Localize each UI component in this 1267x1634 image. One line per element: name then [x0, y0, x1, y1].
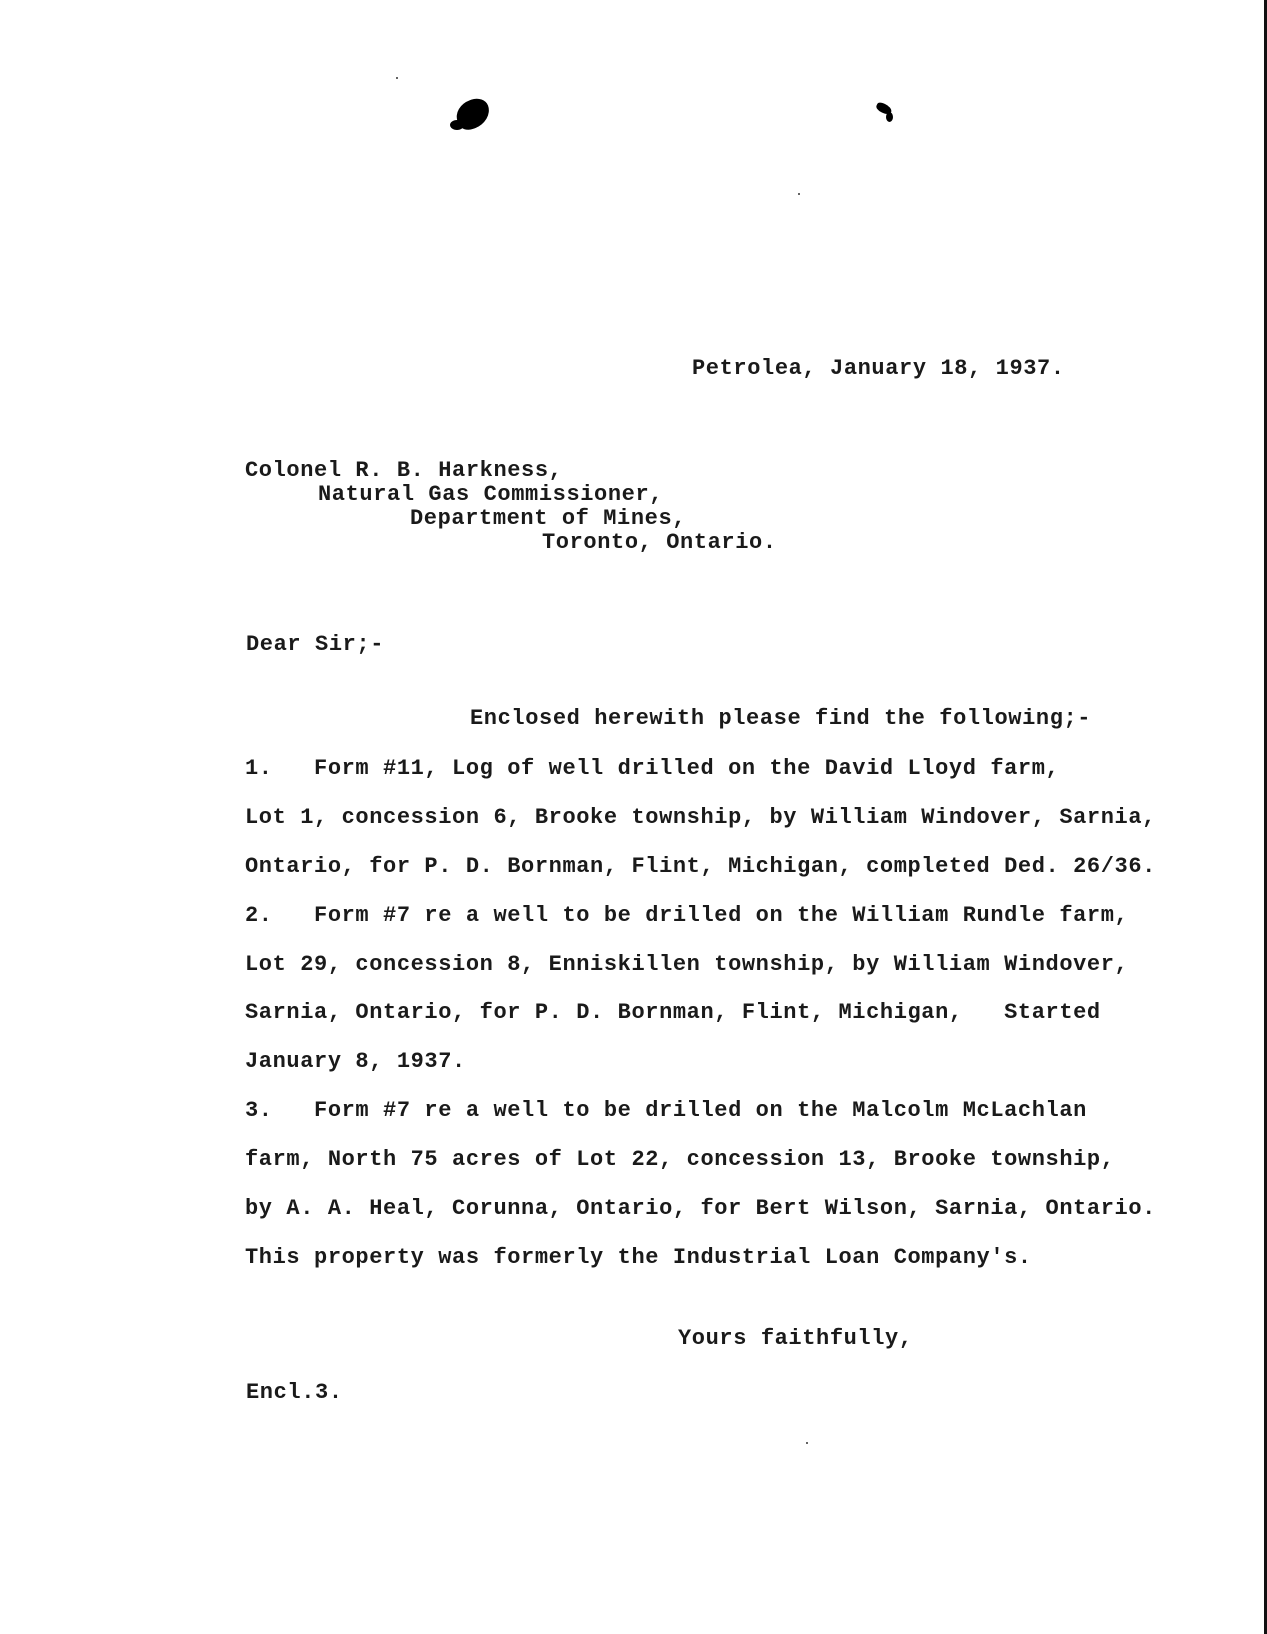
body-line: by A. A. Heal, Corunna, Ontario, for Bert Wilson, Sarnia, Ontario.: [245, 1196, 1156, 1221]
body-line: January 8, 1937.: [245, 1049, 466, 1074]
closing: Yours faithfully,: [678, 1326, 913, 1351]
body-line: Ontario, for P. D. Bornman, Flint, Michigan, completed Ded. 26/36.: [245, 854, 1156, 879]
body-line: 2. Form #7 re a well to be drilled on the William Rundle farm,: [245, 903, 1129, 928]
recipient-name: Colonel R. B. Harkness,: [245, 458, 563, 483]
paper-speck: [396, 77, 398, 79]
body-line: Lot 1, concession 6, Brooke township, by William Windover, Sarnia,: [245, 805, 1156, 830]
recipient-department: Department of Mines,: [410, 506, 687, 531]
body-line: This property was formerly the Industrial Loan Company's.: [245, 1245, 1032, 1270]
salutation: Dear Sir;-: [246, 632, 385, 657]
body-line: 1. Form #11, Log of well drilled on the David Lloyd farm,: [245, 756, 1060, 781]
recipient-city: Toronto, Ontario.: [542, 530, 777, 555]
body-line: Lot 29, concession 8, Enniskillen township, by William Windover,: [245, 952, 1129, 977]
date-line: Petrolea, January 18, 1937.: [692, 356, 1065, 381]
recipient-title: Natural Gas Commissioner,: [318, 482, 664, 507]
intro-line: Enclosed herewith please find the following;-: [470, 706, 1092, 731]
paper-speck: [798, 193, 800, 195]
ink-blot-left-tail: [450, 120, 464, 130]
body-line: 3. Form #7 re a well to be drilled on the Malcolm McLachlan: [245, 1098, 1087, 1123]
enclosure-note: Encl.3.: [246, 1380, 343, 1405]
body-line: Sarnia, Ontario, for P. D. Bornman, Flint, Michigan, Started: [245, 1000, 1101, 1025]
body-line: farm, North 75 acres of Lot 22, concession 13, Brooke township,: [245, 1147, 1115, 1172]
ink-blot-right-tail: [886, 112, 893, 122]
paper-speck: [806, 1442, 808, 1444]
